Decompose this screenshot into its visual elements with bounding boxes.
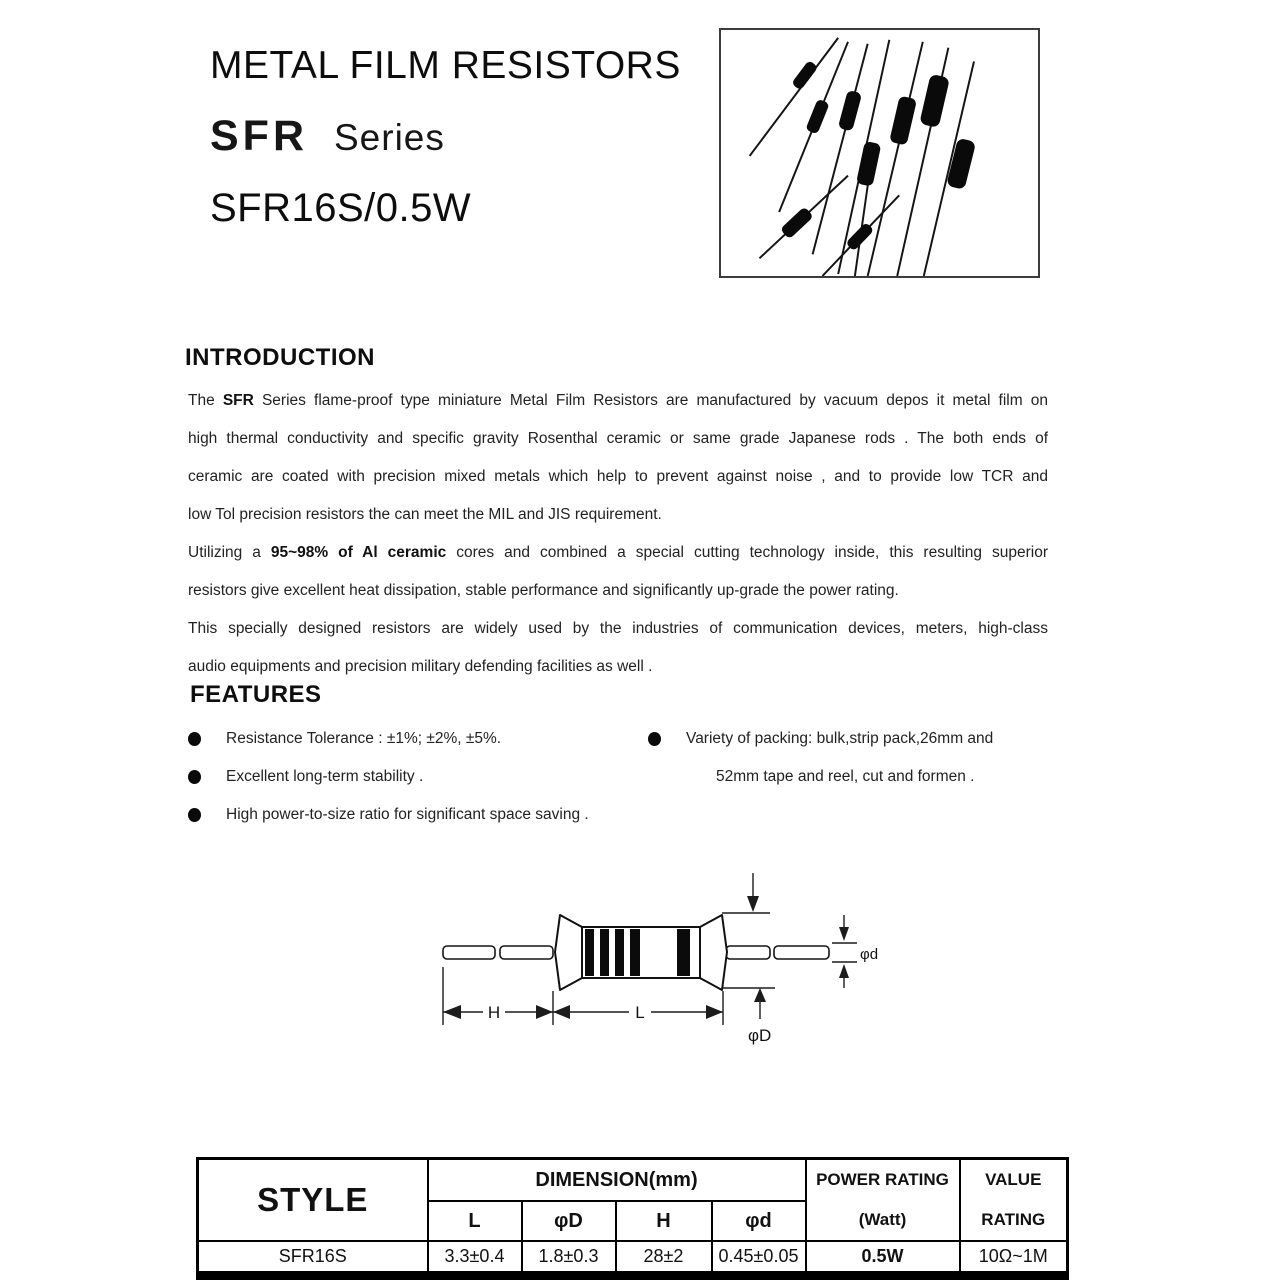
- col-header-phi-d: φd: [712, 1201, 806, 1241]
- feature-item-continuation: 52mm tape and reel, cut and formen .: [716, 768, 975, 785]
- model-number: SFR16S/0.5W: [210, 186, 472, 230]
- intro-line-2: high thermal conductivity and specific gravity Rosenthal ceramic or same grade Japanese rods . The both ends of: [188, 430, 1048, 447]
- intro-text: The: [188, 392, 223, 409]
- cell-power: 0.5W: [806, 1241, 960, 1275]
- cell-h: 28±2: [616, 1241, 712, 1275]
- col-header-dimension: DIMENSION(mm): [428, 1159, 806, 1202]
- cell-style: SFR16S: [198, 1241, 428, 1275]
- intro-line-1: [188, 382, 1048, 420]
- resistors-photo: [719, 28, 1040, 278]
- resistors-photo-art: [721, 30, 1038, 276]
- intro-line-8: audio equipments and precision military defending facilities as well .: [188, 658, 653, 675]
- bullet-icon: [188, 732, 201, 746]
- label-h: H: [487, 1003, 501, 1022]
- bullet-icon: [188, 770, 201, 784]
- dimension-diagram: [430, 855, 900, 1067]
- intro-bold-sfr: SFR: [222, 392, 254, 409]
- col-header-h: H: [616, 1201, 712, 1241]
- bullet-icon: [188, 808, 201, 822]
- value-header-line2: RATING: [981, 1210, 1046, 1229]
- feature-text: Variety of packing: bulk,strip pack,26mm and: [686, 730, 994, 747]
- intro-line-5: [188, 534, 1048, 572]
- intro-text: cores and combined a special cutting technology inside, this resulting superior: [446, 544, 1048, 561]
- power-header-line2: (Watt): [858, 1210, 907, 1229]
- feature-text: Resistance Tolerance : ±1%; ±2%, ±5%.: [226, 730, 502, 747]
- introduction-heading: INTRODUCTION: [185, 344, 375, 371]
- table-row: [198, 1241, 1068, 1275]
- col-header-l: L: [428, 1201, 522, 1241]
- label-l: L: [635, 1003, 645, 1022]
- page-title: METAL FILM RESISTORS: [210, 44, 681, 87]
- feature-item: [188, 758, 638, 796]
- feature-text: High power-to-size ratio for significant space saving .: [226, 806, 589, 823]
- series-name: SFR: [210, 112, 308, 160]
- series-word: Series: [334, 117, 445, 158]
- intro-line-6: resistors give excellent heat dissipation, stable performance and significantly up-grade the power rating.: [188, 582, 899, 599]
- features-heading: FEATURES: [190, 681, 322, 708]
- col-header-value: [960, 1159, 1068, 1242]
- label-phi-D: φD: [748, 1026, 772, 1045]
- feature-item: [188, 720, 638, 758]
- value-header-line1: VALUE: [985, 1170, 1042, 1189]
- intro-line-4: low Tol precision resistors the can meet the MIL and JIS requirement.: [188, 506, 662, 523]
- col-header-phi-D: φD: [522, 1201, 616, 1241]
- resistor-body: [555, 915, 727, 990]
- intro-text: Utilizing a: [188, 544, 271, 561]
- series-title: [210, 112, 445, 161]
- intro-bold-ceramic: 95~98% of Al ceramic: [270, 544, 447, 561]
- label-phi-d: φd: [860, 946, 879, 963]
- spec-table: [196, 1157, 1069, 1280]
- power-header-line1: POWER RATING: [816, 1170, 949, 1189]
- feature-text: Excellent long-term stability .: [226, 768, 424, 785]
- cell-phi-d: 0.45±0.05: [712, 1241, 806, 1275]
- col-header-style: STYLE: [198, 1159, 428, 1242]
- bullet-icon: [648, 732, 661, 746]
- cell-value: 10Ω~1M: [960, 1241, 1068, 1275]
- intro-text: Series flame-proof type miniature Metal Film Resistors are manufactured by vacuum depos it metal film on: [253, 392, 1048, 409]
- feature-item: [648, 720, 1068, 758]
- feature-item: [188, 796, 638, 834]
- cell-phi-D: 1.8±0.3: [522, 1241, 616, 1275]
- features-list-left: [188, 720, 638, 834]
- intro-line-7: This specially designed resistors are widely used by the industries of communication devices, meters, high-class: [188, 620, 1048, 637]
- col-header-power: [806, 1159, 960, 1242]
- features-list-right: [648, 720, 1068, 796]
- dimension-diagram-art: [430, 855, 900, 1067]
- cell-l: 3.3±0.4: [428, 1241, 522, 1275]
- intro-line-3: ceramic are coated with precision mixed metals which help to prevent against noise , and to provide low TCR and: [188, 468, 1048, 485]
- introduction-paragraph: [188, 382, 1048, 686]
